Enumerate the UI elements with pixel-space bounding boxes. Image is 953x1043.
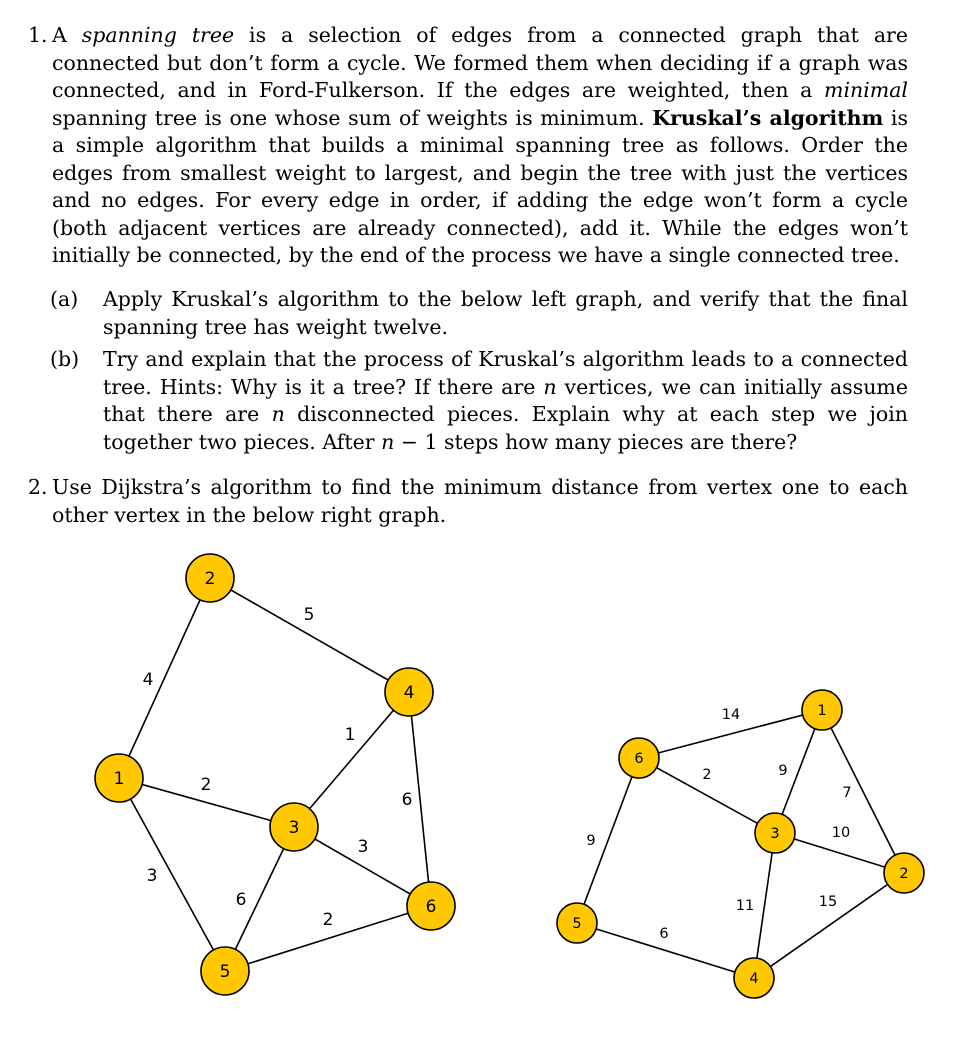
part-b-text: Try and explain that the process of Kruskal’s algorithm leads to a connected tree. Hints: Why is it a tree? If there are n vertices, we can initially assume that there are n disconnected pieces. Explain why at each step we join together two pieces. After n − 1 steps how many pieces are there? [103,347,908,454]
problem-1-number: 1. [28,23,48,47]
left-edge-weight-3-4: 1 [344,725,356,745]
right-vertex-label-1: 1 [817,703,827,719]
problem-1-text: A spanning tree is a selection of edges from a connected graph that are connected but don’t form a cycle. We formed them when deciding if a graph was connected, and in Ford-Fulkerson. If the edges are weighted, then a minimal spanning tree is one whose sum of weights is minimum. Kruskal’s algorithm is a simple algorithm that builds a minimal spanning tree as follows. Order the edges from smallest weight to largest, and begin the tree with just the vertices and no edges. For every edge in order, if adding the edge won’t form a cycle (both adjacent vertices are already connected), add it. While the edges won’t initially be connected, by the end of the process we have a single connected tree. [52,23,908,267]
left-edge-weight-5-6: 2 [322,910,334,930]
right-edge-weight-3-4: 11 [735,898,755,914]
left-edge-2-4 [210,578,409,692]
right-edge-weight-6-5: 9 [586,833,596,849]
term-spanning-tree: spanning tree [81,23,235,47]
right-graph [557,690,924,998]
right-vertex-label-4: 4 [749,971,759,987]
left-edge-weight-4-6: 6 [401,790,413,810]
part-b-label: (b) [50,347,80,371]
left-edge-weight-1-3: 2 [200,775,212,795]
right-vertex-label-3: 3 [770,826,780,842]
left-edge-1-5 [119,778,225,971]
right-edge-weight-6-1: 14 [721,707,741,723]
right-edge-weight-6-3: 2 [702,767,712,783]
right-vertex-label-2: 2 [899,866,909,882]
right-edge-weight-1-2: 7 [842,785,852,801]
part-a-label: (a) [50,287,79,311]
left-edge-weight-3-5: 6 [235,890,247,910]
left-edge-1-2 [119,578,210,778]
left-edge-3-4 [294,692,409,827]
problem-2-number: 2. [28,475,48,499]
problem-2-text: Use Dijkstra’s algorithm to find the minimum distance from vertex one to each other vertex in the below right graph. [52,475,908,527]
right-edge-weight-3-2: 10 [831,825,851,841]
right-edge-weight-1-3: 9 [778,763,788,779]
left-vertex-label-2: 2 [204,569,216,589]
term-minimal: minimal [824,78,908,102]
left-vertex-label-3: 3 [288,818,300,838]
part-a-text: Apply Kruskal’s algorithm to the below left graph, and verify that the final spanning tree has weight twelve. [103,287,908,339]
left-edge-weight-1-2: 4 [142,670,154,690]
left-vertex-label-5: 5 [219,962,231,982]
left-graph [95,554,455,995]
right-edge-4-2 [754,873,904,978]
term-kruskal: Kruskal’s algorithm [652,105,884,130]
left-vertex-label-6: 6 [425,897,437,917]
left-edge-weight-2-4: 5 [303,605,315,625]
right-vertex-label-6: 6 [634,751,644,767]
left-vertex-label-4: 4 [403,683,415,703]
left-edge-weight-1-5: 3 [146,866,158,886]
right-edge-weight-5-4: 6 [659,926,669,942]
left-edge-weight-3-6: 3 [357,837,369,857]
right-vertex-label-5: 5 [572,916,582,932]
right-edge-weight-4-2: 15 [818,894,838,910]
right-edge-1-2 [822,710,904,873]
right-edge-3-4 [754,833,775,978]
left-vertex-label-1: 1 [113,769,125,789]
